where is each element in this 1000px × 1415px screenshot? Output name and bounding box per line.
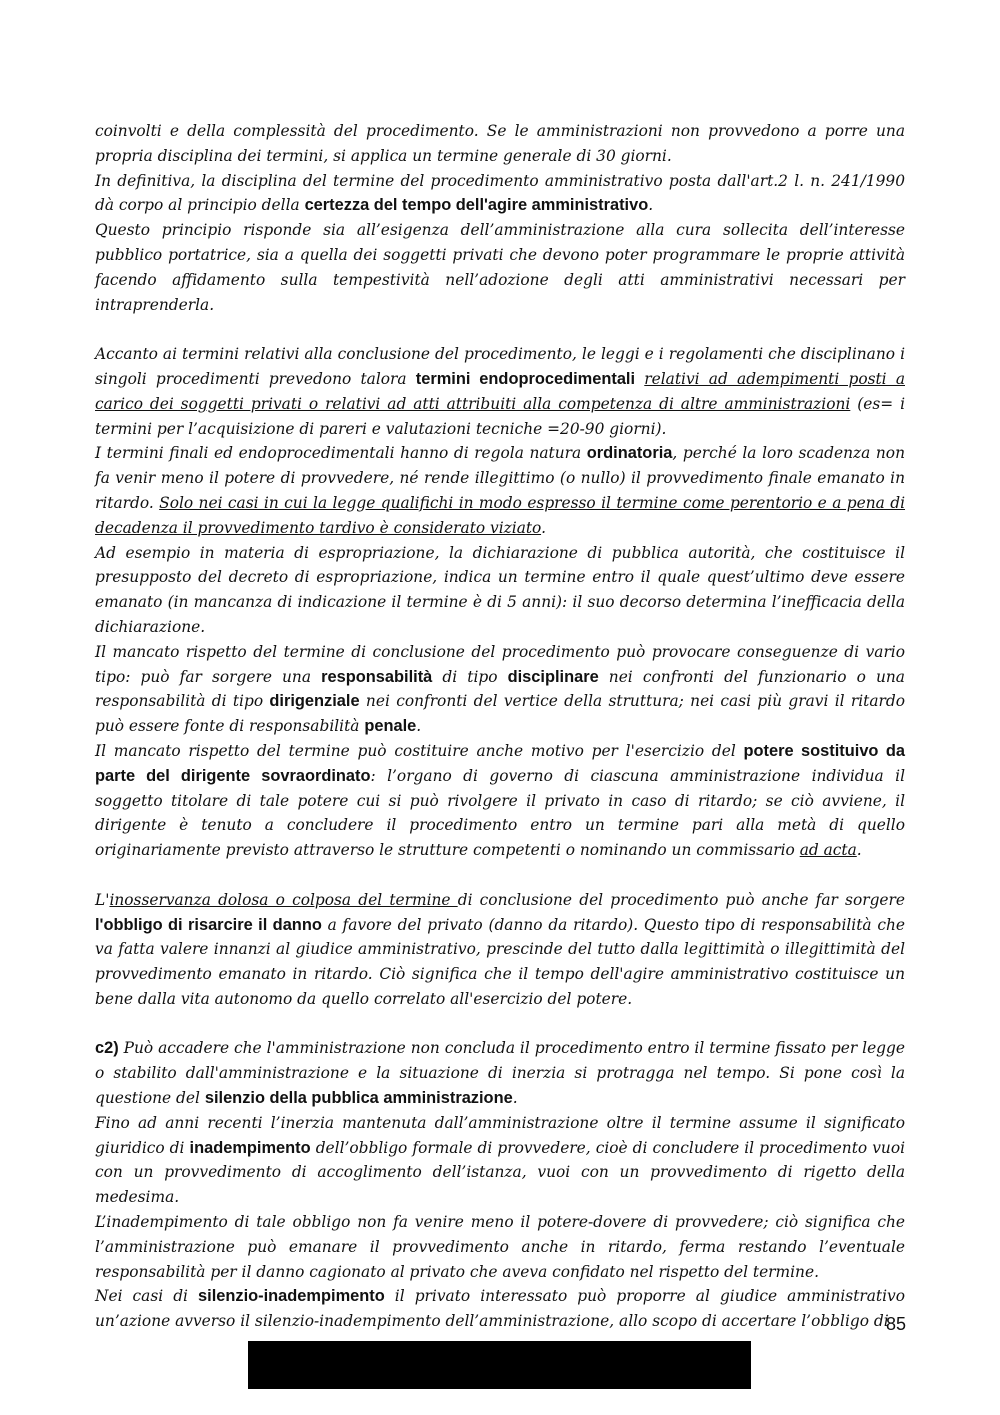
bold-term: ordinatoria bbox=[586, 444, 673, 463]
paragraph-gap bbox=[95, 863, 905, 888]
text-run: il privato interessato può proporre al giudice amministrativo un’azione avverso il silenzio-inadempimento dell’amministrazione, allo scopo di accertare l’obbligo di bbox=[95, 1287, 905, 1331]
bold-term: silenzio della pubblica amministrazione bbox=[204, 1089, 513, 1108]
text-run: di tipo bbox=[432, 667, 508, 686]
paragraph bbox=[95, 739, 905, 863]
paragraph bbox=[95, 342, 905, 441]
bold-term: certezza del tempo dell'agire amministrativo bbox=[304, 196, 649, 215]
text-run: di conclusione del procedimento può anche far sorgere bbox=[457, 890, 906, 909]
paragraph bbox=[95, 888, 905, 1012]
text-run: (es= i termini per l’acquisizione di pareri e valutazioni tecniche =20-90 giorni). bbox=[95, 394, 905, 438]
bold-term: dirigenziale bbox=[269, 692, 360, 711]
text-run: . bbox=[856, 841, 862, 860]
text-run: Può accadere che l'amministrazione non concluda il procedimento entro il termine fissato per legge o stabilito dall'amministrazione e la situazione di inerzia si protragga nel tempo. Si pone così la questione del bbox=[95, 1039, 905, 1108]
bold-term: disciplinare bbox=[507, 667, 599, 686]
text-run: nei confronti del vertice della struttura; nei casi più gravi il ritardo può essere fonte di responsabilità bbox=[95, 692, 905, 736]
text-run: a favore del privato (danno da ritardo). Questo tipo di responsabilità che va fatta valere innanzi al giudice amministrativo, prescinde del tutto dalla legittimità o illegittimità del provvedimento emanato in ritardo. Ciò significa che il tempo dell'agire amministrativo costituisce un bene dalla vita autonomo da quello correlato all'esercizio del potere. bbox=[95, 915, 905, 1008]
text-run: nei confronti del funzionario o una responsabilità di tipo bbox=[95, 667, 905, 711]
paragraph bbox=[95, 1111, 905, 1210]
bold-term: termini endoprocedimentali bbox=[415, 369, 636, 388]
text-run bbox=[635, 370, 644, 388]
paragraph-gap bbox=[95, 1012, 905, 1037]
document-body bbox=[95, 119, 905, 1334]
underlined-text: inosservanza dolosa o colposa del termine bbox=[109, 890, 458, 909]
paragraph bbox=[95, 169, 905, 219]
text-run: : l’organo di governo di ciascuna amministrazione individua il soggetto titolare di tale potere cui si può rivolgere il privato in caso di ritardo; se ciò avviene, il dirigente è tenuto a concludere il procedimento entro un termine pari alla metà di quello originariamente previsto attraverso le strutture competenti o nominando un commissario bbox=[95, 766, 905, 860]
text-run: Ad esempio in materia di espropriazione, la dichiarazione di pubblica autorità, che costituisce il presupposto del decreto di espropriazione, indica un termine entro il quale quest’ultimo deve essere emanato (in mancanza di indicazione il termine è di 5 anni): il suo decorso determina l’inefficacia della dichiarazione. bbox=[95, 543, 905, 636]
bold-term: responsabilità bbox=[321, 667, 433, 686]
paragraph-gap bbox=[95, 317, 905, 342]
text-run: Fino ad anni recenti l’inerzia mantenuta dall’amministrazione oltre il termine assume il significato giuridico di bbox=[95, 1113, 905, 1157]
text-run: Il mancato rispetto del termine può costituire anche motivo per l'esercizio del bbox=[95, 741, 744, 760]
footer-redaction-bar bbox=[248, 1341, 751, 1389]
bold-term: l'obbligo di risarcire il danno bbox=[95, 915, 322, 934]
paragraph bbox=[95, 218, 905, 317]
text-run: , perché la loro scadenza non fa venir meno il potere di provvedere, né rende illegittimo (o nullo) il provvedimento finale emanato in ritardo. bbox=[95, 444, 905, 512]
text-run: Il mancato rispetto del termine di conclusione del procedimento può provocare conseguenze di vario tipo: può far sorgere una bbox=[95, 642, 905, 686]
bold-term: silenzio-inadempimento bbox=[198, 1287, 385, 1306]
bold-term: penale bbox=[364, 717, 417, 736]
text-run: . bbox=[416, 717, 422, 736]
page-number: 85 bbox=[885, 1314, 906, 1334]
text-run: L’inadempimento di tale obbligo non fa venire meno il potere-dovere di provvedere; ciò significa che l’amministrazione può emanare il provvedimento anche in ritardo, ferma restando l’eventuale responsabilità per il danno cagionato al privato che aveva confidato nel rispetto del termine. bbox=[95, 1213, 905, 1281]
underlined-text: ad acta bbox=[799, 841, 857, 860]
text-run: Questo principio risponde sia all’esigenza dell’amministrazione alla cura sollecita dell’interesse pubblico portatrice, sia a quella dei soggetti privati che devono poter programmare le proprie attività facendo affidamento sulla tempestività nell’adozione degli atti amministrativi necessari per intraprenderla. bbox=[95, 221, 905, 314]
paragraph bbox=[95, 119, 905, 169]
text-run: Nei casi di bbox=[95, 1287, 199, 1306]
section-label: c2) bbox=[95, 1039, 119, 1058]
text-run: . bbox=[541, 518, 546, 537]
paragraph bbox=[95, 1210, 905, 1284]
paragraph bbox=[95, 1284, 905, 1334]
text-run: In definitiva, la disciplina del termine del procedimento amministrativo posta dall'art.2 l. n. 241/1990 dà corpo al principio della bbox=[95, 171, 905, 215]
underlined-text: Solo nei casi in cui la legge qualifichi in modo espresso il termine come perentorio e a pena di decadenza il provvedimento tardivo è considerato viziato bbox=[95, 493, 906, 537]
text-run: I termini finali ed endoprocedimentali hanno di regola natura bbox=[95, 444, 587, 463]
paragraph bbox=[95, 541, 905, 640]
paragraph bbox=[95, 640, 905, 739]
text-run: coinvolti e della complessità del procedimento. Se le amministrazioni non provvedono a porre una propria disciplina dei termini, si applica un termine generale di 30 giorni. bbox=[95, 122, 905, 165]
text-run: Accanto ai termini relativi alla conclusione del procedimento, le leggi e i regolamenti che disciplinano i singoli procedimenti prevedono talora bbox=[95, 345, 905, 388]
text-run: dell’obbligo formale di provvedere, cioè di concludere il procedimento vuoi con un provvedimento di accoglimento dell’istanza, vuoi con un provvedimento di rigetto della medesima. bbox=[95, 1138, 906, 1207]
bold-term: inadempimento bbox=[189, 1138, 311, 1157]
paragraph bbox=[95, 1036, 905, 1110]
text-run: . bbox=[648, 196, 654, 215]
paragraph bbox=[95, 441, 905, 540]
text-run: L' bbox=[95, 890, 110, 909]
bold-term: potere sostituivo da parte del dirigente sovraordinato bbox=[95, 741, 905, 785]
text-run: . bbox=[512, 1089, 518, 1108]
underlined-text: relativi ad adempimenti posti a carico dei soggetti privati o relativi ad atti attribuiti alla competenza di altre amministrazioni bbox=[95, 369, 905, 413]
